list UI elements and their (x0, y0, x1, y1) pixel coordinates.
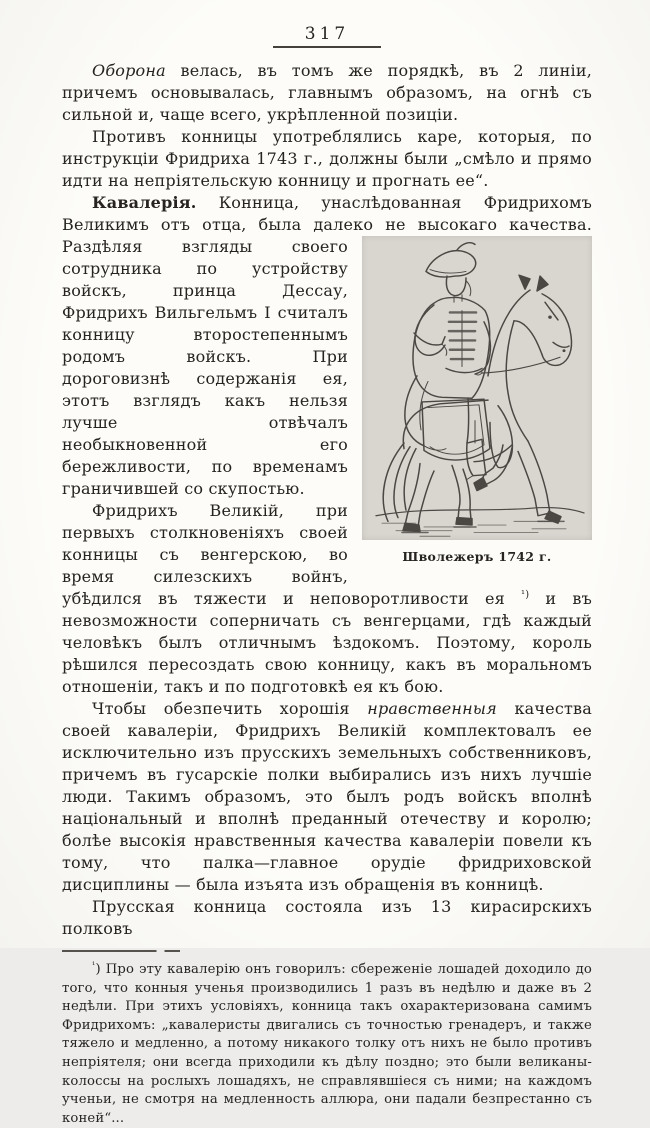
footnote-text (62, 961, 592, 1128)
footnote-block (62, 950, 592, 1128)
horseman-illustration (362, 236, 592, 540)
page-number: 317 (273, 24, 381, 48)
paragraph-text: и въ невозможности соперничать съ венгерцами, гдѣ каждый человѣкъ былъ отличнымъ ѣздокомъ. Поэтому, король рѣшился пересоздать свою конницу, какъ въ моральномъ отношеніи, такъ и по подготовкѣ ея къ бою. (62, 589, 592, 696)
figure-caption: Шволежеръ 1742 г. (402, 549, 552, 564)
paragraph-lead-italic: Оборона (92, 61, 166, 80)
paragraph-kachestva (62, 698, 592, 896)
paragraph-italic-word: нравственныя (367, 699, 497, 718)
paragraph-text: Прусская конница состояла изъ 13 кирасирскихъ полковъ (62, 897, 592, 938)
footnote-marker: ¹ (92, 959, 96, 970)
paragraph-text: Конница, унаслѣдованная Фридрихомъ Великимъ отъ отца, была далеко не высокаго качества. Раздѣляя взгляды своего сотрудника по устройству войскъ, принца Дессау, Фридрихъ Вильгельмъ I считалъ конницу второстепеннымъ родомъ войскъ. При дороговизнѣ содержанія ея, этотъ взглядъ какъ нельзя лучше отвѣчалъ необыкновенной его бережливости, по временамъ граничившей со скупостью. (62, 193, 592, 498)
horseman-drawing-icon (362, 236, 592, 540)
page-content (62, 24, 592, 1128)
paragraph-text: Противъ конницы употреблялись каре, которыя, по инструкціи Фридриха 1743 г., должны были „смѣло и прямо идти на непріятельскую конницу и прогнать ее“. (62, 127, 592, 190)
paragraph-text: качества своей кавалеріи, Фридрихъ Великій комплектовалъ ее исключительно изъ прусскихъ земельныхъ собственниковъ, причемъ въ гусарскіе полки выбирались изъ нихъ лучшіе люди. Такимъ образомъ, это былъ родъ войскъ вполнѣ національный и вполнѣ преданный отечеству и королю; болѣе высокія нравственныя качества кавалеріи повели къ тому, что палка—главное орудіе фридриховской дисциплины — была изъята изъ обращенія въ конницѣ. (62, 699, 592, 894)
footnote-reference-mark: ¹) (521, 589, 530, 601)
paragraph-oborona (62, 60, 592, 126)
footnote-separator (62, 950, 180, 952)
paragraph-prusskaya (62, 896, 592, 940)
paragraph-lead-bold: Кавалерія. (92, 193, 197, 212)
paragraph-text: Чтобы обезпечить хорошія (92, 699, 350, 718)
figure-chevauleger (362, 236, 592, 568)
footnote-body: ) Про эту кавалерію онъ говорилъ: сбереженіе лошадей доходило до того, что конныя ученья производились 1 разъ въ недѣлю и даже въ 2 недѣли. При этихъ условіяхъ, конница такъ охарактеризована самимъ Фридрихомъ: „кавалеристы двигались съ точностью гренадеръ, и также тяжело и медленно, а потому никакого толку отъ нихъ не было противъ непріятеля; они всегда приходили къ дѣлу поздно; это были великаны-колоссы на рослыхъ лошадяхъ, не справлявшіеся съ ними; на каждомъ ученьи, не смотря на медленность аллюра, они падали безпрестанно съ коней“... (62, 962, 592, 1126)
paragraph-text: велась, въ томъ же порядкѣ, въ 2 линіи, причемъ основывалась, главнымъ образомъ, на огнѣ съ сильной и, чаще всего, укрѣпленной позиціи. (62, 61, 592, 124)
paragraph-karee (62, 126, 592, 192)
paragraph-text: Фридрихъ Великій, при первыхъ столкновеніяхъ своей конницы съ венгерскою, во время силезскихъ войнъ, убѣдился въ тяжести и неповоротливости ея (62, 501, 505, 608)
main-text (62, 60, 592, 1128)
text-with-figure (62, 192, 592, 940)
